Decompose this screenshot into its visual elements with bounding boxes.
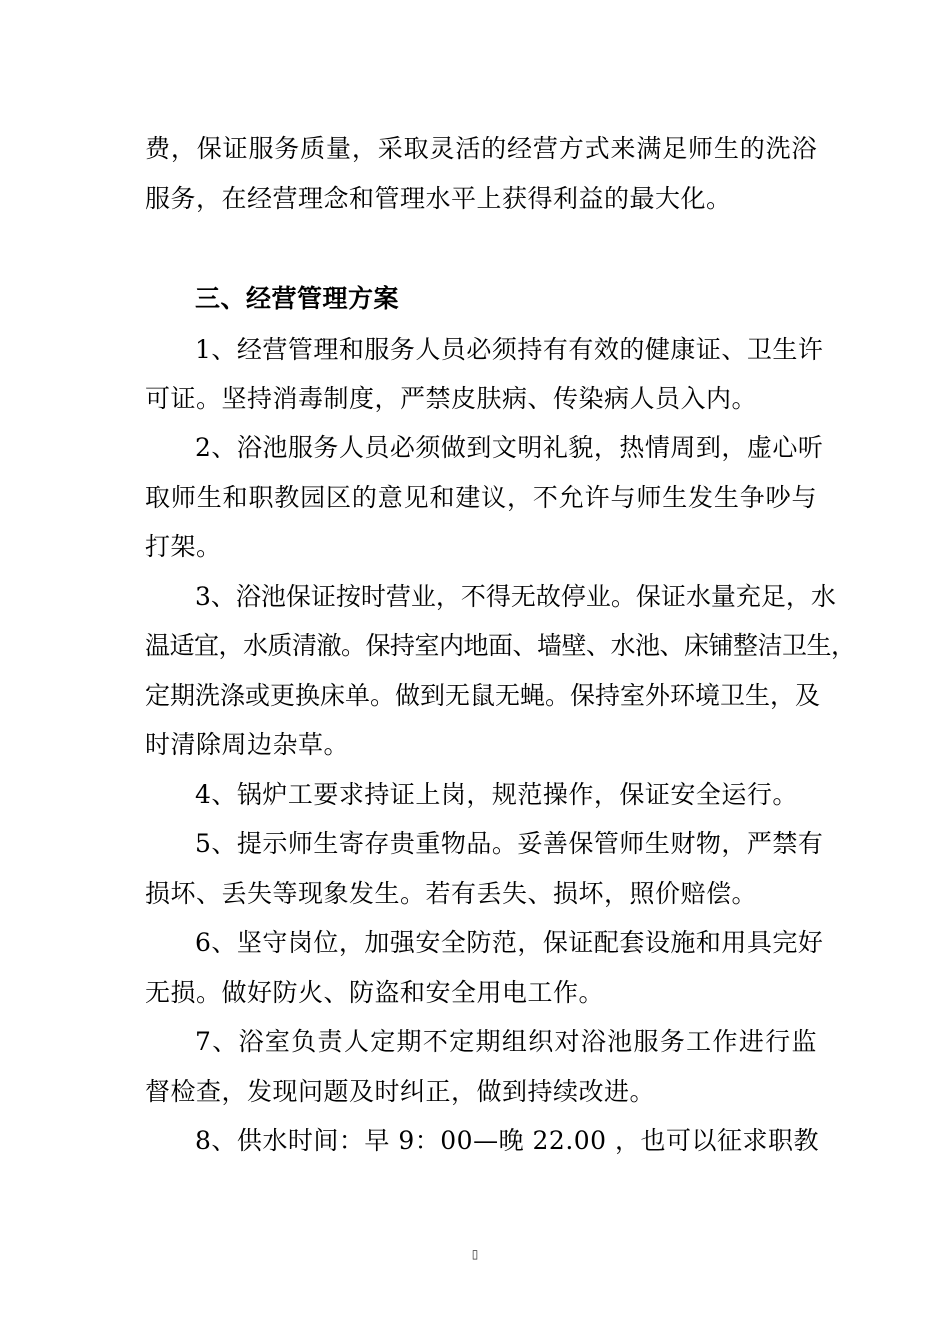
item-7-line-1: 7、浴室负责人定期不定期组织对浴池服务工作进行监 xyxy=(195,1027,817,1056)
item-1-line-1: 1、经营管理和服务人员必须持有有效的健康证、卫生许 xyxy=(195,335,824,364)
item-3-line-4: 时清除周边杂草。 xyxy=(145,730,350,759)
item-2-line-2: 取师生和职教园区的意见和建议，不允许与师生发生争吵与 xyxy=(145,483,817,512)
item-8-line-1: 8、供水时间：早 9：00—晚 22.00 ，也可以征求职教 xyxy=(195,1126,820,1155)
item-3-line-2: 温适宜，水质清澈。保持室内地面、墙壁、水池、床铺整洁卫生， xyxy=(145,631,856,660)
item-1-line-2: 可证。坚持消毒制度，严禁皮肤病、传染病人员入内。 xyxy=(145,384,758,413)
item-2-line-3: 打架。 xyxy=(145,532,222,561)
item-4-line-1: 4、锅炉工要求持证上岗，规范操作，保证安全运行。 xyxy=(195,780,798,809)
item-5-line-2: 损坏、丢失等现象发生。若有丢失、损坏，照价赔偿。 xyxy=(145,879,758,908)
section-heading: 三、经营管理方案 xyxy=(195,284,400,313)
item-7-line-2: 督检查，发现问题及时纠正，做到持续改进。 xyxy=(145,1077,656,1106)
item-5-line-1: 5、提示师生寄存贵重物品。妥善保管师生财物，严禁有 xyxy=(195,829,824,858)
item-6-line-1: 6、坚守岗位，加强安全防范，保证配套设施和用具完好 xyxy=(195,928,824,957)
item-3-line-1: 3、浴池保证按时营业，不得无故停业。保证水量充足，水 xyxy=(195,582,836,611)
item-3-line-3: 定期洗涤或更换床单。做到无鼠无蝇。保持室外环境卫生，及 xyxy=(145,681,821,710)
page-number-mark: ▯ xyxy=(471,1247,479,1261)
intro-line-1: 费，保证服务质量，采取灵活的经营方式来满足师生的洗浴 xyxy=(145,134,817,163)
item-2-line-1: 2、浴池服务人员必须做到文明礼貌，热情周到，虚心听 xyxy=(195,433,824,462)
intro-line-2: 服务，在经营理念和管理水平上获得利益的最大化。 xyxy=(145,184,732,213)
item-6-line-2: 无损。做好防火、防盗和安全用电工作。 xyxy=(145,978,605,1007)
